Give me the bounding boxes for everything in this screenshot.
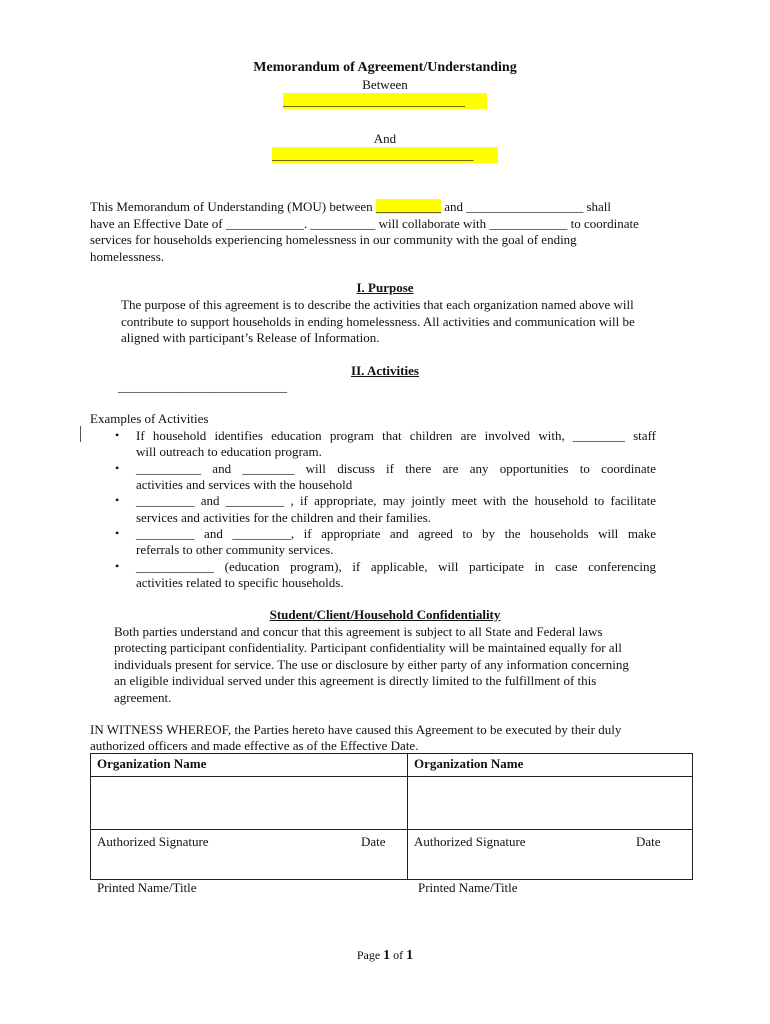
right-signature-field[interactable] [408,830,693,880]
confidentiality-line-4: an eligible individual served under this agreement is directly limited to the fulfillment of this [114,673,597,688]
intro-line-1 [90,199,611,215]
right-printed-name-label: Printed Name/Title [418,880,518,895]
bullet-4-line-2: referrals to other community services. [136,542,334,557]
bullet-4-line-1: _________ and _________, if appropriate and agreed to by the households will make [136,526,656,541]
confidentiality-line-3: individuals present for service. The use or disclosure by either party of any information concerning [114,657,629,672]
party2-blank[interactable]: _______________________________ [272,147,498,163]
bullet-icon: • [115,461,120,475]
bullet-icon: • [115,428,120,442]
left-org-label: Organization Name [97,756,207,771]
left-org-name-field[interactable] [91,777,408,830]
bullet-icon: • [115,526,120,540]
page-footer [0,947,770,964]
page-total: 1 [406,948,414,963]
intro-text-b: and __________________ shall [440,199,612,214]
bullet-1-line-1: If household identifies education program that children are involved with, ________ staff [136,428,656,443]
document-title: Memorandum of Agreement/Understanding [253,60,517,75]
left-printed-name-label: Printed Name/Title [97,880,197,895]
party1-blank[interactable]: ____________________________ [283,93,487,109]
right-org-header-cell [408,754,693,777]
intro-line-3: services for households experiencing homelessness in our community with the goal of ending [90,232,577,247]
bullet-icon: • [115,493,120,507]
right-signature-label: Authorized Signature [414,834,526,849]
right-org-label: Organization Name [414,756,524,771]
confidentiality-line-2: protecting participant confidentiality. Participant confidentiality will be maintained equally for all [114,640,622,655]
confidentiality-heading: Student/Client/Household Confidentiality [269,607,501,622]
bullet-3-line-1: _________ and _________ , if appropriate, may jointly meet with the household to facilitate [136,493,656,508]
right-org-name-field[interactable] [408,777,693,830]
witness-line-1: IN WITNESS WHEREOF, the Parties hereto have caused this Agreement to be executed by their duly [90,722,622,737]
bullet-5-line-2: activities related to specific households. [136,575,344,590]
between-label: Between [362,77,408,92]
witness-line-2: authorized officers and made effective as of the Effective Date. [90,738,419,753]
left-signature-field[interactable] [91,830,408,880]
bullet-2-line-2: activities and services with the household [136,477,353,492]
intro-party-blank[interactable]: __________ [375,199,441,214]
intro-text-a: This Memorandum of Understanding (MOU) between [90,199,376,214]
bullet-2-line-1: __________ and ________ will discuss if there are any opportunities to coordinate [136,461,656,476]
left-date-label: Date [361,834,386,849]
activities-blank[interactable]: __________________________ [118,379,287,394]
intro-line-2: have an Effective Date of ____________. __________ will collaborate with ____________ to coordinate [90,216,639,231]
right-date-label: Date [636,834,661,849]
activities-heading: II. Activities [351,363,419,378]
purpose-line-3: aligned with participant’s Release of Information. [121,330,380,345]
confidentiality-line-1: Both parties understand and concur that this agreement is subject to all State and Federal laws [114,624,603,639]
left-org-header-cell [91,754,408,777]
purpose-line-2: contribute to support households in ending homelessness. All activities and communication will be [121,314,635,329]
bullet-1-line-2: will outreach to education program. [136,444,322,459]
of-word: of [390,948,407,962]
confidentiality-line-5: agreement. [114,690,172,705]
purpose-line-1: The purpose of this agreement is to describe the activities that each organization named above will [121,297,634,312]
examples-label: Examples of Activities [90,411,209,426]
cursor-marker [80,426,81,442]
purpose-heading: I. Purpose [356,280,414,295]
page-number: 1 [383,948,391,963]
page-word: Page [356,948,384,962]
intro-line-4: homelessness. [90,249,165,264]
signature-table [90,753,693,880]
left-signature-label: Authorized Signature [97,834,209,849]
and-label: And [373,131,397,146]
bullet-5-line-1: ____________ (education program), if applicable, will participate in case conferencing [136,559,656,574]
bullet-icon: • [115,559,120,573]
bullet-3-line-2: services and activities for the children and their families. [136,510,431,525]
